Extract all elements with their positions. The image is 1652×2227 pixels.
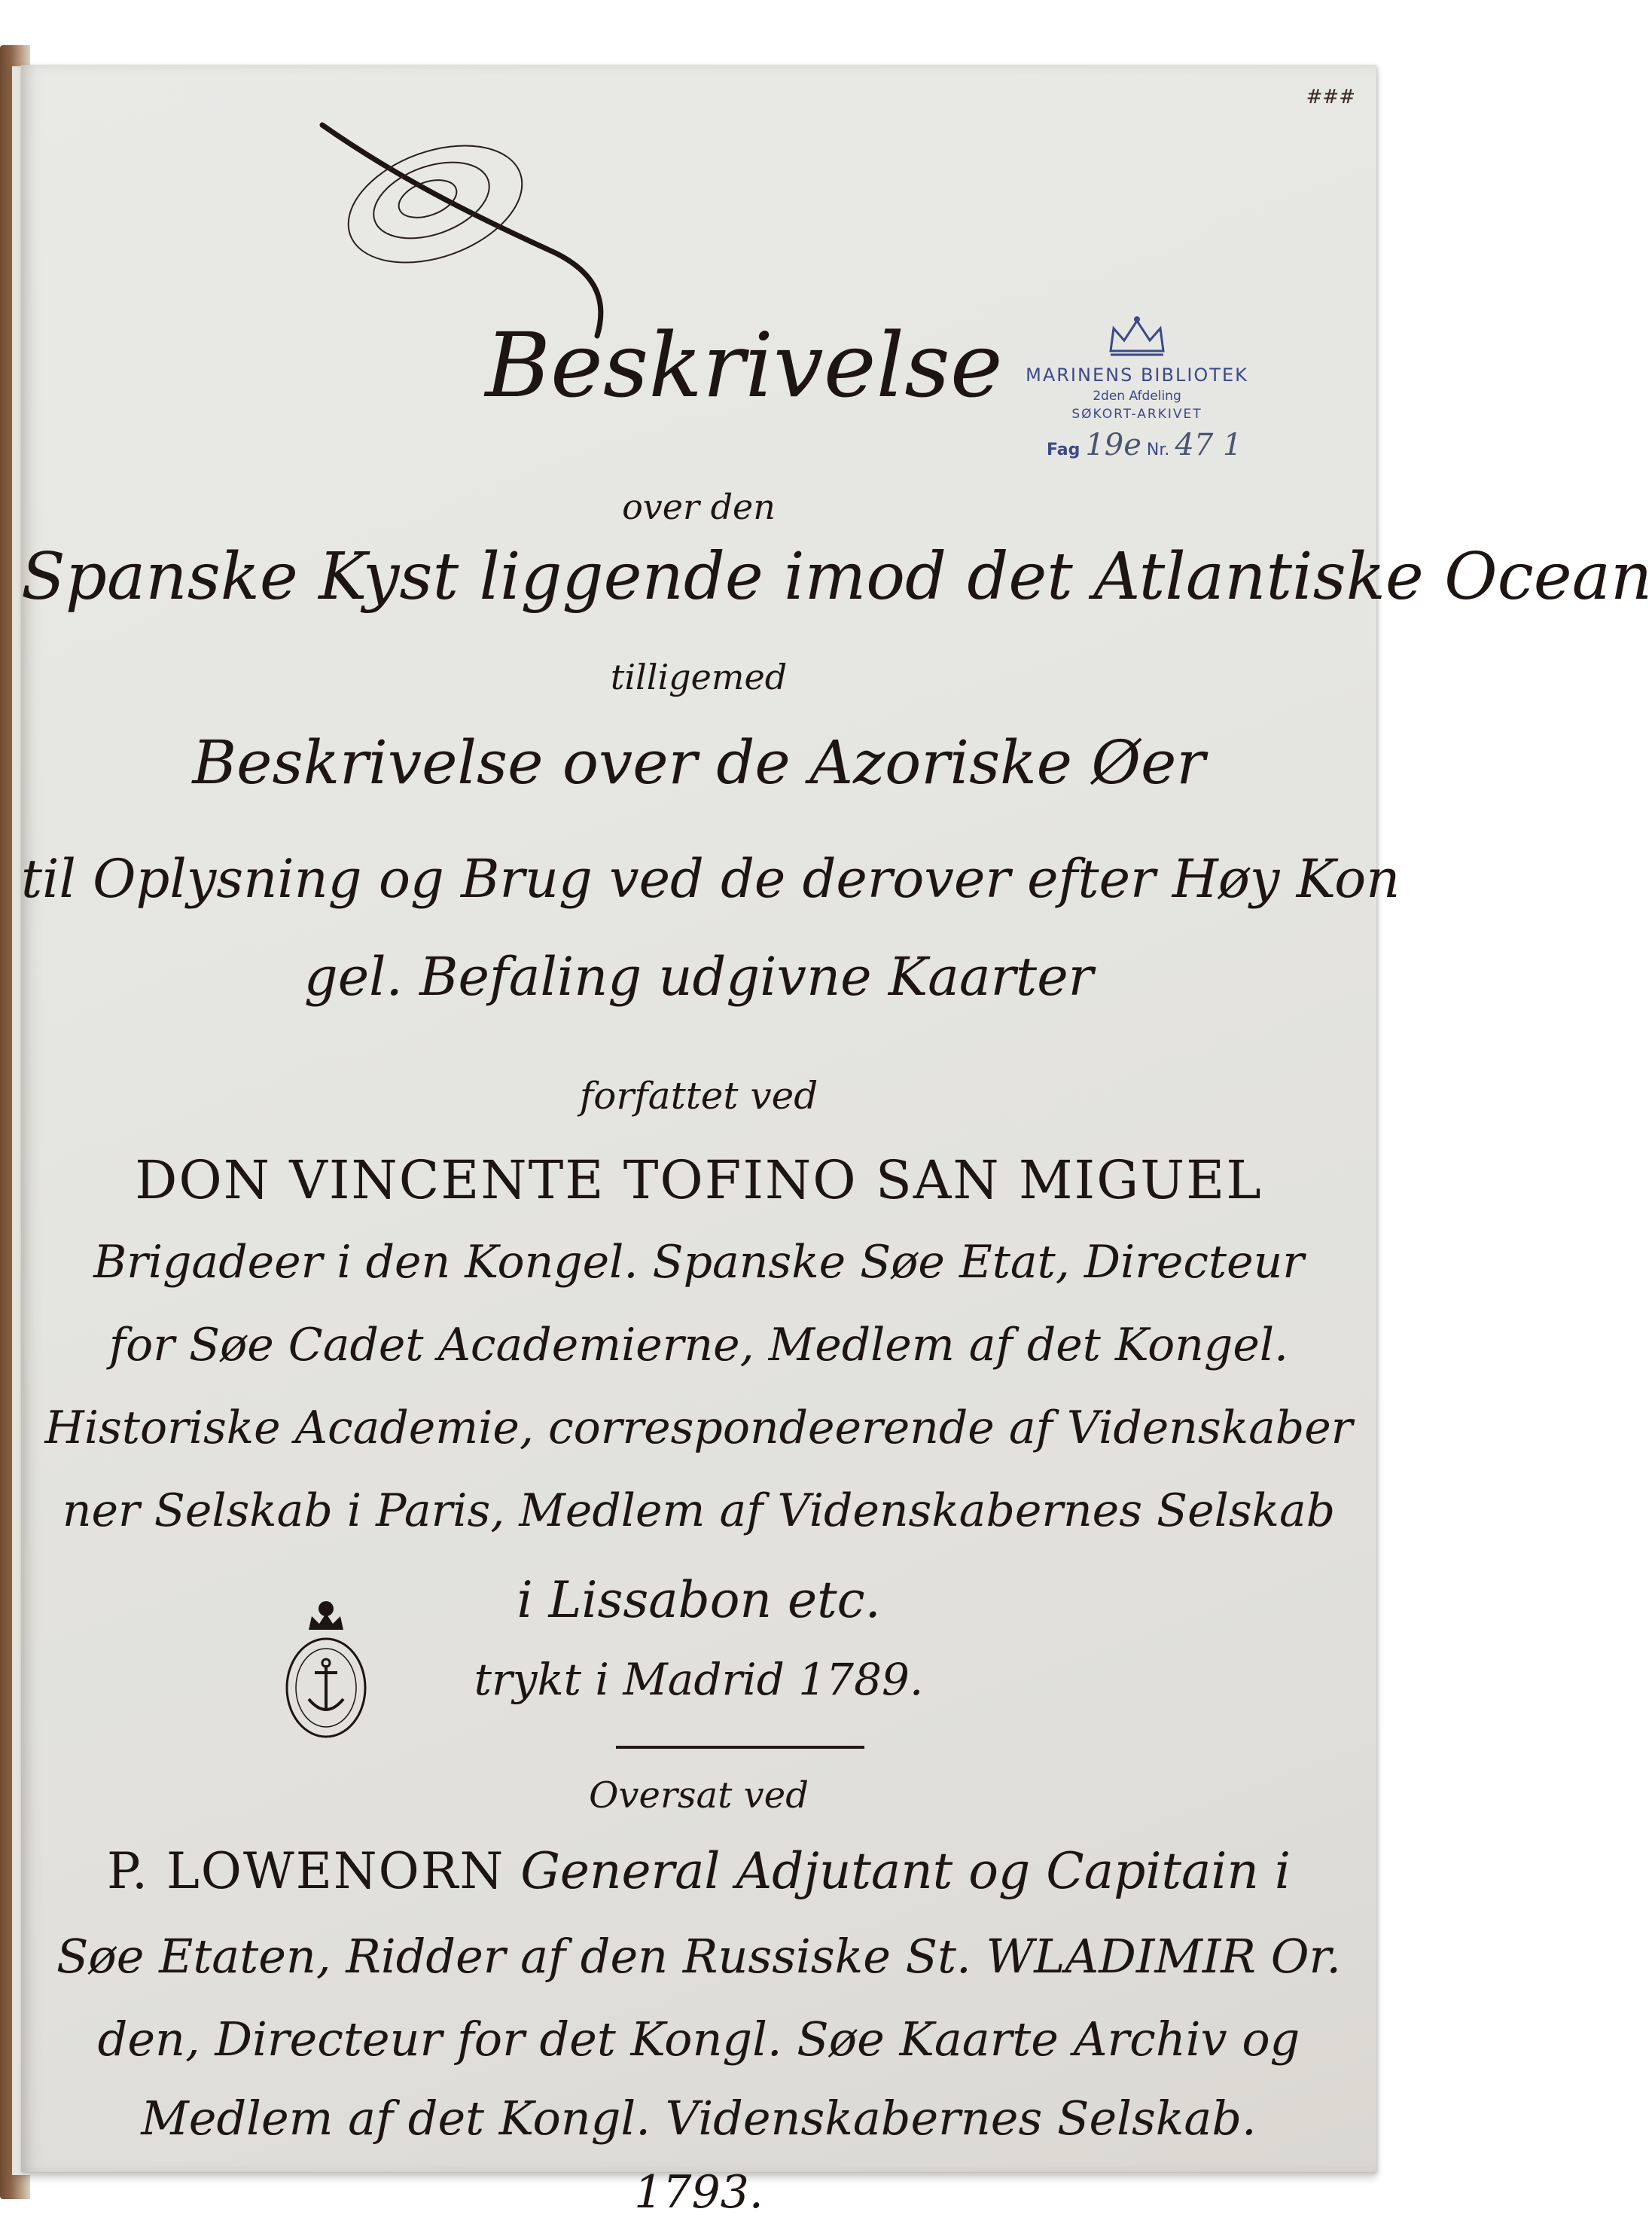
translator-line-1: [21, 1842, 1376, 1900]
translation-year: 1793.: [634, 2166, 764, 2219]
line-over-den: over den: [622, 487, 776, 527]
stamp-fag-label: Fag: [1047, 441, 1081, 459]
printed-madrid-line: trykt i Madrid 1789.: [474, 1654, 924, 1705]
stamp-nr-label: Nr.: [1146, 441, 1170, 459]
stamp-nr-value: 47 1: [1175, 428, 1242, 462]
document-title: Beskrivelse: [485, 313, 1003, 417]
stamp-archive: SØKORT-ARKIVET: [1071, 407, 1202, 422]
manuscript-page: [21, 65, 1652, 2219]
crown-icon: [1103, 313, 1171, 358]
author-bio-line-3: Historiske Academie, correspondeerende af Videnskaber: [44, 1402, 1353, 1454]
author-bio-line-5: i Lissabon etc.: [517, 1571, 881, 1629]
translator-title: General Adjutant og Capitain i: [520, 1842, 1291, 1900]
translator-name: P. LOWENORN: [106, 1842, 505, 1900]
author-bio-line-2: for Søe Cadet Academierne, Medlem af det Kongel.: [108, 1319, 1289, 1371]
translator-line-3: den, Directeur for det Kongl. Søe Kaarte Archiv og: [97, 2012, 1300, 2067]
line-tilligemed: tilligemed: [610, 657, 788, 697]
purpose-line-1: til Oplysning og Brug ved de derover efter Høy Kon: [21, 848, 1401, 910]
stamp-shelfmark: [971, 428, 1303, 462]
purpose-line-2: gel. Befaling udgivne Kaarter: [303, 946, 1094, 1008]
translator-line-2: Søe Etaten, Ridder af den Russiske St. WLADIMIR Or.: [56, 1929, 1342, 1984]
stamp-department: 2den Afdeling: [1093, 389, 1181, 404]
author-bio-line-1: Brigadeer i den Kongel. Spanske Søe Etat, Directeur: [93, 1236, 1304, 1289]
page-number: ###: [1306, 86, 1355, 108]
translator-line-4: Medlem af det Kongl. Videnskabernes Selskab.: [141, 2091, 1257, 2146]
author-bio-line-4: ner Selskab i Paris, Medlem af Videnskabernes Selskab: [62, 1484, 1336, 1537]
line-oversat: Oversat ved: [589, 1774, 809, 1817]
line-forfattet: forfattet ved: [579, 1074, 818, 1118]
heading-azores: Beskrivelse over de Azoriske Øer: [192, 728, 1205, 798]
divider-rule: [616, 1746, 864, 1749]
stamp-fag-value: 19e: [1085, 428, 1141, 462]
heading-spanish-coast: Spanske Kyst liggende imod det Atlantiske Ocean: [21, 539, 1652, 615]
author-name: DON VINCENTE TOFINO SAN MIGUEL: [135, 1149, 1263, 1211]
stamp-library-name: MARINENS BIBLIOTEK: [1026, 365, 1248, 386]
